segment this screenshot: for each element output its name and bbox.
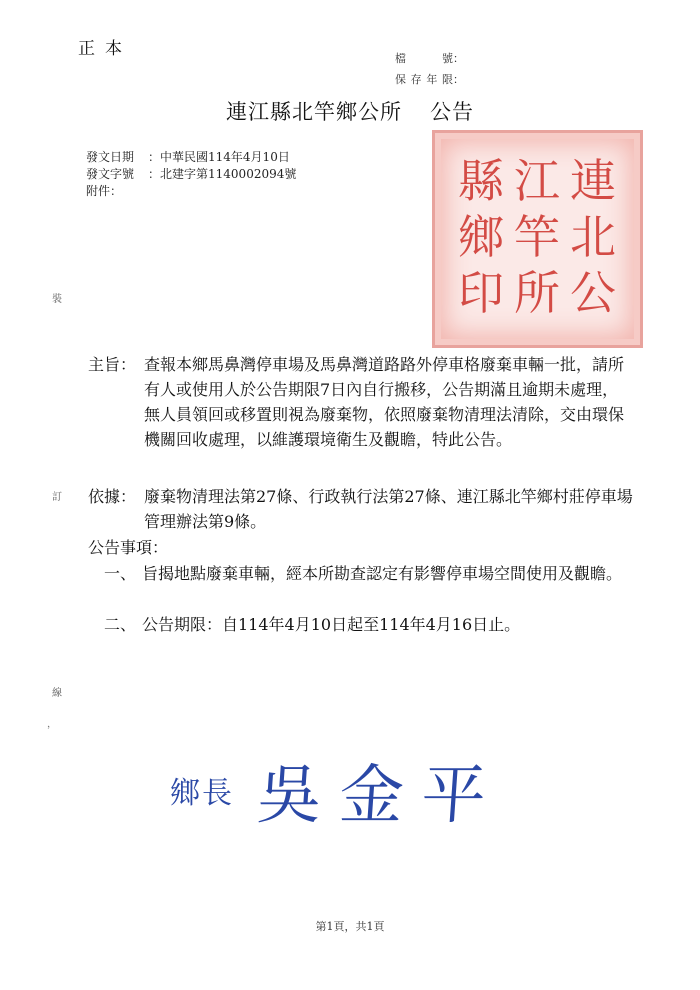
doc-number-line: 發文字號 ：北建字第1140002094號 (86, 167, 297, 181)
seal-char: 所 (514, 266, 560, 320)
notice-item (104, 612, 634, 637)
basis-text: 廢棄物清理法第27條、行政執行法第27條、連江縣北竿鄉村莊停車場管理辦法第9條。 (144, 487, 633, 531)
binding-mark-comma: ， (47, 719, 57, 730)
seal-char: 鄉 (458, 210, 504, 264)
seal-char: 縣 (458, 154, 504, 208)
notice-item-number: 一、 (104, 564, 137, 583)
signature-name: 吳金平 (254, 759, 507, 833)
subject-section (88, 352, 633, 452)
doc-number-value: 北建字第1140002094號 (160, 167, 297, 181)
seal-char: 連 (570, 154, 616, 208)
retention-label: 保存年限 (395, 73, 453, 86)
subject-text: 查報本鄉馬鼻灣停車場及馬鼻灣道路路外停車格廢棄車輛一批，請所有人或使用人於公告期限7日內自行搬移，公告期滿且逾期未處理，無人員領回或移置則視為廢棄物，依照廢棄物清理法清除，交由環保機關回收處理，以維護環境衛生及觀瞻，特此公告。 (144, 355, 625, 449)
doc-number-label: 發文字號 (86, 167, 135, 181)
issue-date-label: 發文日期 (86, 150, 135, 164)
title-doc-type: 公告 (430, 100, 474, 124)
official-seal (432, 130, 643, 348)
attachment-label: 附件 (86, 184, 111, 198)
notice-item (104, 561, 634, 586)
basis-section (88, 484, 633, 534)
seal-characters (453, 153, 621, 321)
copy-label: 正本 (78, 39, 132, 59)
seal-char: 竿 (514, 210, 560, 264)
signature-title: 鄉長 (170, 776, 234, 811)
retention-line: 保存年限： (395, 73, 464, 86)
attachment-line: 附件： (86, 184, 123, 198)
seal-char: 北 (570, 210, 616, 264)
file-number-line: 檔 號： (395, 52, 464, 65)
issue-date-value: 中華民國114年4月10日 (160, 150, 290, 164)
document-title (0, 96, 700, 126)
binding-mark-ding: 訂 (52, 492, 62, 503)
binding-mark-zhuang: 裝 (52, 294, 62, 305)
issue-date-line: 發文日期 ：中華民國114年4月10日 (86, 150, 290, 164)
notice-item-number: 二、 (104, 615, 137, 634)
page-footer: 第1頁，共1頁 (315, 920, 385, 933)
seal-char: 公 (570, 266, 616, 320)
basis-label: 依據： (88, 487, 137, 506)
seal-char: 江 (514, 154, 560, 208)
subject-label: 主旨： (88, 355, 137, 374)
notice-heading: 公告事項： (88, 538, 169, 557)
title-organization: 連江縣北竿鄉公所 (226, 100, 402, 124)
seal-char: 印 (458, 266, 504, 320)
notice-item-text: 旨揭地點廢棄車輛，經本所勘查認定有影響停車場空間使用及觀瞻。 (142, 564, 623, 583)
binding-mark-xian: 線 (52, 688, 62, 699)
file-number-label: 檔 號 (395, 52, 453, 65)
signature-block (170, 750, 507, 833)
notice-item-text: 公告期限：自114年4月10日起至114年4月16日止。 (142, 615, 521, 634)
